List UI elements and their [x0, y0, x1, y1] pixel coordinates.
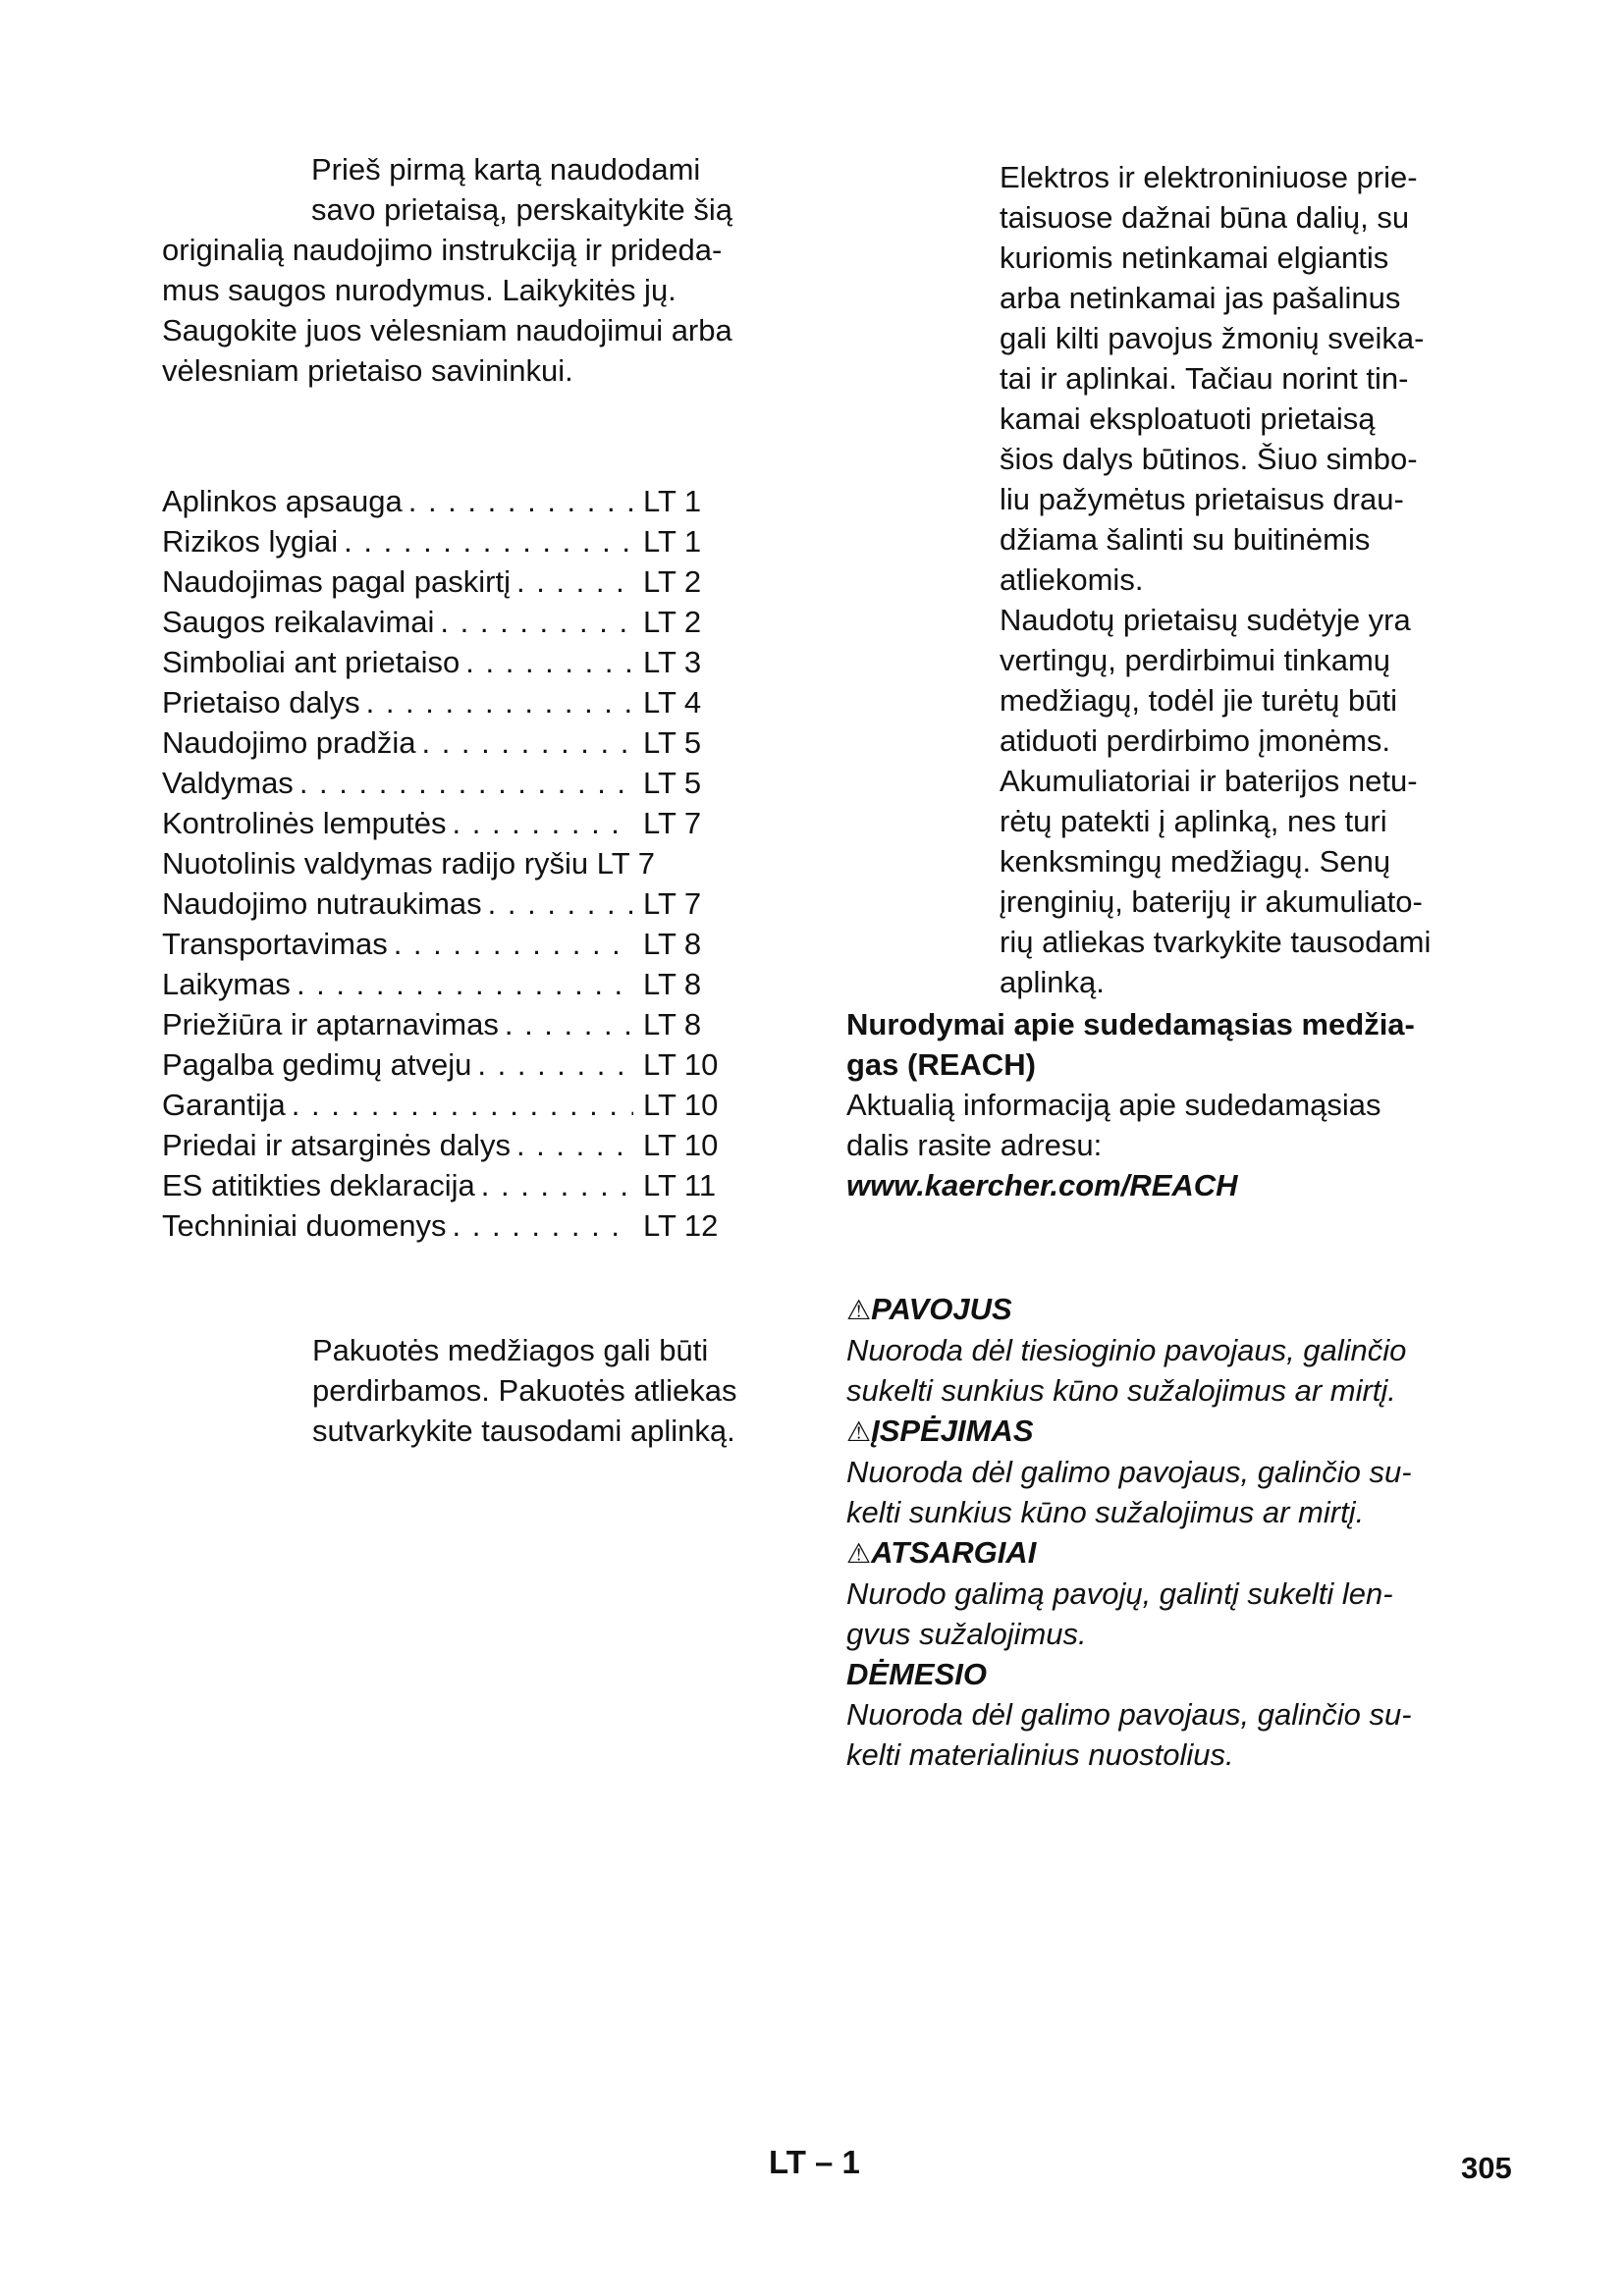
intro-line: originalią naudojimo instrukciją ir prideda-: [162, 233, 723, 267]
toc-entry[interactable]: [162, 883, 731, 924]
hazard-text: Nuoroda dėl tiesioginio pavojaus, galinčio: [846, 1333, 1407, 1367]
toc-leader-dots: [499, 1004, 633, 1044]
toc-title: Laikymas: [162, 967, 291, 1001]
intro-line: mus saugos nurodymus. Laikykitės jų.: [162, 273, 677, 307]
toc-page: LT 7: [643, 806, 702, 840]
toc-page: LT 5: [643, 766, 702, 800]
reach-section: [846, 1004, 1514, 1205]
toc-title: Prietaiso dalys: [162, 685, 360, 720]
toc-page: LT 7: [643, 886, 702, 921]
footer-section-label: LT – 1: [769, 2144, 860, 2180]
disposal-line: džiama šalinti su buitinėmis: [1000, 522, 1371, 557]
toc-entry[interactable]: [162, 1004, 731, 1044]
toc-page: LT 8: [643, 1007, 702, 1041]
toc-page: LT 7: [596, 846, 655, 881]
toc-leader-dots: [415, 722, 633, 763]
toc-leader-dots: [460, 642, 633, 682]
hazard-heading-caution: [846, 1532, 1514, 1574]
hazard-label: ĮSPĖJIMAS: [871, 1414, 1034, 1448]
disposal-line: arba netinkamai jas pašalinus: [1000, 281, 1401, 315]
hazard-heading-warning: [846, 1411, 1514, 1452]
toc-leader-dots: [482, 883, 633, 924]
toc-page: LT 4: [643, 685, 702, 720]
toc-title: Saugos reikalavimai: [162, 605, 435, 639]
toc-title: Pagalba gedimų atveju: [162, 1047, 472, 1082]
toc-page: LT 10: [643, 1088, 719, 1122]
toc-leader-dots: [294, 763, 633, 803]
toc-leader-dots: [471, 1044, 633, 1085]
packaging-line: perdirbamos. Pakuotės atliekas: [312, 1373, 737, 1408]
toc-leader-dots: [338, 521, 633, 561]
toc-title: Transportavimas: [162, 927, 388, 961]
disposal-line: šios dalys būtinos. Šiuo simbo-: [1000, 442, 1418, 476]
warning-triangle-icon: ⚠: [846, 1416, 872, 1447]
toc-title: Simboliai ant prietaiso: [162, 645, 460, 679]
reach-heading: Nurodymai apie sudedamąsias medžia-: [846, 1007, 1415, 1041]
hazard-heading-notice: DĖMESIO: [846, 1657, 987, 1691]
toc-entry[interactable]: [162, 964, 731, 1004]
packaging-note: [312, 1330, 803, 1451]
toc-entry[interactable]: [162, 843, 731, 883]
toc-page: LT 2: [643, 564, 702, 599]
reach-text: dalis rasite adresu:: [846, 1128, 1103, 1162]
toc-entry[interactable]: [162, 682, 731, 722]
toc-entry[interactable]: [162, 763, 731, 803]
disposal-line: tai ir aplinkai. Tačiau norint tin-: [1000, 361, 1409, 396]
disposal-line: aplinką.: [1000, 965, 1105, 999]
toc-page: LT 3: [643, 645, 702, 679]
toc-entry[interactable]: [162, 521, 731, 561]
toc-page: LT 5: [643, 725, 702, 760]
toc-title: Rizikos lygiai: [162, 524, 339, 559]
warning-triangle-icon: ⚠: [846, 1538, 872, 1569]
disposal-line: kenksmingų medžiagų. Senų: [1000, 844, 1391, 879]
reach-heading: gas (REACH): [846, 1047, 1036, 1082]
toc-entry[interactable]: [162, 1205, 731, 1246]
toc-entry[interactable]: [162, 561, 731, 602]
toc-leader-dots: [475, 1165, 633, 1205]
warning-triangle-icon: ⚠: [846, 1295, 872, 1325]
toc-entry[interactable]: [162, 803, 731, 843]
toc-title: Techniniai duomenys: [162, 1208, 447, 1243]
toc-page: LT 10: [643, 1128, 719, 1162]
disposal-note: [1000, 157, 1510, 1002]
toc-leader-dots: [360, 682, 633, 722]
toc-leader-dots: [291, 964, 633, 1004]
toc-entry[interactable]: [162, 642, 731, 682]
packaging-line: sutvarkykite tausodami aplinką.: [312, 1414, 735, 1448]
disposal-line: vertingų, perdirbimui tinkamų: [1000, 643, 1391, 677]
disposal-line: atliekomis.: [1000, 562, 1144, 597]
disposal-line: liu pažymėtus prietaisus drau-: [1000, 482, 1404, 516]
toc-title: Naudojimas pagal paskirtį: [162, 564, 511, 599]
toc-title: Garantija: [162, 1088, 286, 1122]
toc-entry[interactable]: [162, 1044, 731, 1085]
reach-url-link[interactable]: www.kaercher.com/REACH: [846, 1168, 1238, 1202]
hazard-text: Nuoroda dėl galimo pavojaus, galinčio su-: [846, 1697, 1412, 1732]
hazard-text: gvus sužalojimus.: [846, 1617, 1087, 1651]
disposal-line: gali kilti pavojus žmonių sveika-: [1000, 321, 1425, 355]
toc-entry[interactable]: [162, 924, 731, 964]
hazard-text: sukelti sunkius kūno sužalojimus ar mirtį.: [846, 1373, 1396, 1408]
toc-page: LT 10: [643, 1047, 719, 1082]
toc-entry[interactable]: [162, 1125, 731, 1165]
hazard-levels: [846, 1289, 1514, 1775]
hazard-text: Nuoroda dėl galimo pavojaus, galinčio su-: [846, 1455, 1412, 1489]
toc-page: LT 12: [643, 1208, 719, 1243]
toc-leader-dots: [447, 803, 634, 843]
toc-leader-dots: [511, 1125, 633, 1165]
hazard-label: PAVOJUS: [871, 1292, 1012, 1326]
toc-title: Kontrolinės lemputės: [162, 806, 447, 840]
disposal-line: Naudotų prietaisų sudėtyje yra: [1000, 603, 1411, 637]
toc-title: Naudojimo pradžia: [162, 725, 416, 760]
disposal-line: rių atliekas tvarkykite tausodami: [1000, 925, 1432, 959]
disposal-line: Akumuliatoriai ir baterijos netu-: [1000, 764, 1418, 798]
toc-leader-dots: [388, 924, 633, 964]
disposal-line: medžiagų, todėl jie turėtų būti: [1000, 683, 1397, 718]
toc-title: Aplinkos apsauga: [162, 484, 403, 518]
disposal-line: Elektros ir elektroniniuose prie-: [1000, 160, 1418, 194]
toc-leader-dots: [286, 1085, 633, 1125]
table-of-contents: [162, 481, 731, 1246]
intro-line: savo prietaisą, perskaitykite šią: [311, 192, 733, 227]
hazard-text: Nurodo galimą pavojų, galintį sukelti len-: [846, 1576, 1393, 1611]
toc-title: Naudojimo nutraukimas: [162, 886, 482, 921]
toc-title: Priedai ir atsarginės dalys: [162, 1128, 511, 1162]
toc-page: LT 1: [643, 524, 702, 559]
toc-page: LT 11: [643, 1168, 717, 1202]
reach-text: Aktualią informaciją apie sudedamąsias: [846, 1088, 1381, 1122]
toc-leader-dots: [434, 602, 633, 642]
toc-leader-dots: [511, 561, 633, 602]
page-number: 305: [1461, 2151, 1512, 2185]
intro-line: vėlesniam prietaiso savininkui.: [162, 353, 573, 388]
toc-page: LT 1: [643, 484, 702, 518]
toc-entry[interactable]: [162, 1165, 731, 1205]
disposal-line: kuriomis netinkamai elgiantis: [1000, 240, 1389, 275]
disposal-line: rėtų patekti į aplinką, nes turi: [1000, 804, 1387, 838]
toc-entry[interactable]: [162, 481, 731, 521]
intro-line: Saugokite juos vėlesniam naudojimui arba: [162, 313, 732, 347]
toc-entry[interactable]: [162, 602, 731, 642]
toc-leader-dots: [403, 481, 633, 521]
hazard-text: kelti materialinius nuostolius.: [846, 1737, 1234, 1772]
toc-title: Valdymas: [162, 766, 294, 800]
toc-entry[interactable]: [162, 722, 731, 763]
toc-leader-dots: [447, 1205, 633, 1246]
disposal-line: taisuose dažnai būna dalių, su: [1000, 200, 1410, 235]
intro-paragraph: [162, 149, 790, 391]
hazard-text: kelti sunkius kūno sužalojimus ar mirtį.: [846, 1495, 1365, 1529]
toc-entry[interactable]: [162, 1085, 731, 1125]
toc-page: LT 2: [643, 605, 702, 639]
toc-title: Priežiūra ir aptarnavimas: [162, 1007, 499, 1041]
toc-page: LT 8: [643, 927, 702, 961]
disposal-line: įrenginių, baterijų ir akumuliato-: [1000, 884, 1423, 919]
packaging-line: Pakuotės medžiagos gali būti: [312, 1333, 709, 1367]
toc-title: Nuotolinis valdymas radijo ryšiu: [162, 846, 589, 881]
intro-line: Prieš pirmą kartą naudodami: [311, 152, 701, 187]
toc-page: LT 8: [643, 967, 702, 1001]
disposal-line: atiduoti perdirbimo įmonėms.: [1000, 723, 1391, 758]
toc-title: ES atitikties deklaracija: [162, 1168, 475, 1202]
hazard-label: ATSARGIAI: [871, 1535, 1037, 1570]
hazard-heading-danger: [846, 1289, 1514, 1330]
disposal-line: kamai eksploatuoti prietaisą: [1000, 401, 1376, 436]
